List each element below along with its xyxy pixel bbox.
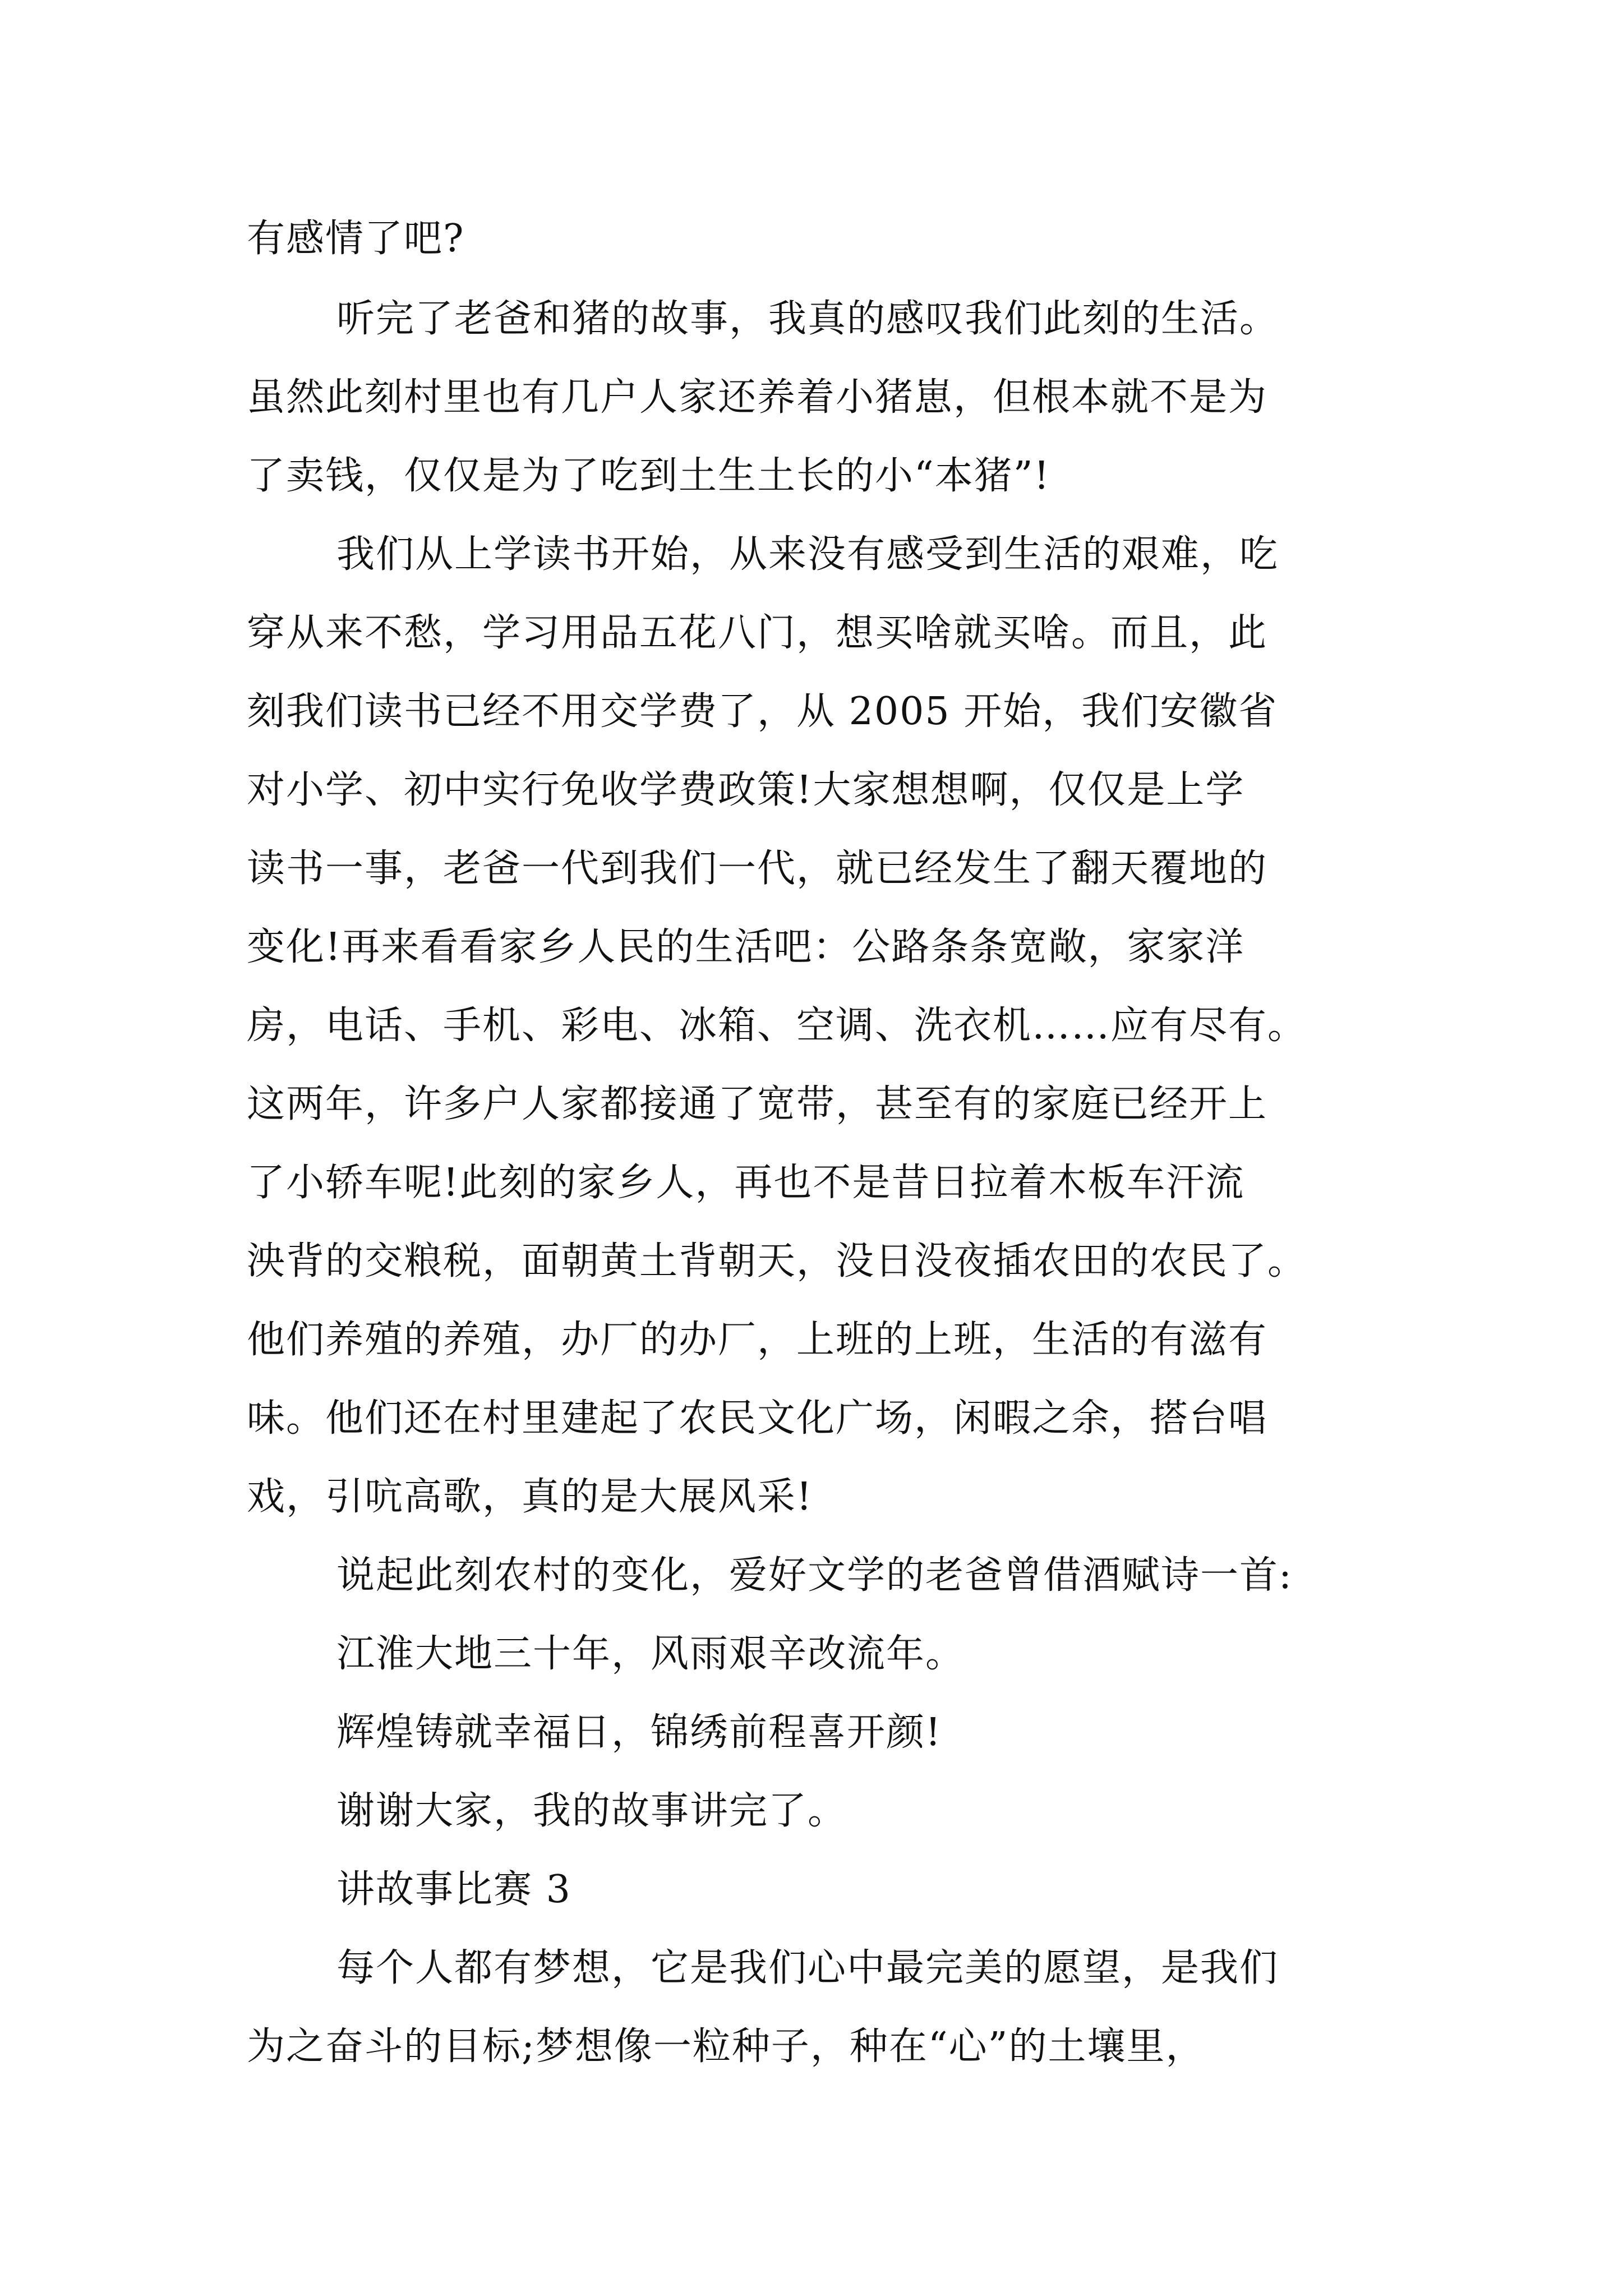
paragraph-start: 说起此刻农村的变化，爱好文学的老爸曾借酒赋诗一首: (336, 1553, 1293, 1598)
text-line: 为之奋斗的目标;梦想像一粒种子，种在“心”的土壤里， (247, 2024, 1205, 2069)
text-line: 味。他们还在村里建起了农民文化广场，闲暇之余，搭台唱 (247, 1396, 1268, 1441)
text-line: 泱背的交粮税，面朝黄土背朝天，没日没夜插农田的农民了。 (247, 1239, 1307, 1283)
text-line: 穿从来不愁，学习用品五花八门，想买啥就买啥。而且，此 (247, 611, 1268, 655)
section-heading: 讲故事比赛 3 (336, 1867, 571, 1912)
poem-line: 江淮大地三十年，风雨艰辛改流年。 (336, 1632, 965, 1676)
text-line: 房，电话、手机、彩电、冰箱、空调、洗衣机……应有尽有。 (247, 1004, 1307, 1048)
text-line: 他们养殖的养殖，办厂的办厂，上班的上班，生活的有滋有 (247, 1318, 1268, 1362)
closing-line: 谢谢大家，我的故事讲完了。 (336, 1789, 847, 1833)
text-line: 了卖钱，仅仅是为了吃到土生土长的小“本猪”! (247, 454, 1050, 498)
paragraph-start: 我们从上学读书开始，从来没有感受到生活的艰难，吃 (336, 532, 1279, 577)
text-line: 虽然此刻村里也有几户人家还养着小猪崽，但根本就不是为 (247, 375, 1268, 420)
text-line: 有感情了吧? (247, 217, 465, 261)
text-line: 刻我们读书已经不用交学费了，从 2005 开始，我们安徽省 (247, 689, 1278, 734)
text-line: 对小学、初中实行免收学费政策!大家想想啊，仅仅是上学 (247, 768, 1245, 812)
poem-line: 辉煌铸就幸福日，锦绣前程喜开颜! (336, 1710, 942, 1755)
text-line: 读书一事，老爸一代到我们一代，就已经发生了翻天覆地的 (247, 846, 1268, 891)
paragraph-start: 每个人都有梦想，它是我们心中最完美的愿望，是我们 (336, 1946, 1279, 1990)
text-line: 这两年，许多户人家都接通了宽带，甚至有的家庭已经开上 (247, 1082, 1268, 1126)
text-line: 戏，引吭高歌，真的是大展风采! (247, 1475, 813, 1519)
paragraph-start: 听完了老爸和猪的故事，我真的感叹我们此刻的生活。 (336, 297, 1279, 341)
text-line: 变化!再来看看家乡人民的生活吧：公路条条宽敞，家家洋 (247, 925, 1245, 969)
text-line: 了小轿车呢!此刻的家乡人，再也不是昔日拉着木板车汗流 (247, 1161, 1245, 1205)
